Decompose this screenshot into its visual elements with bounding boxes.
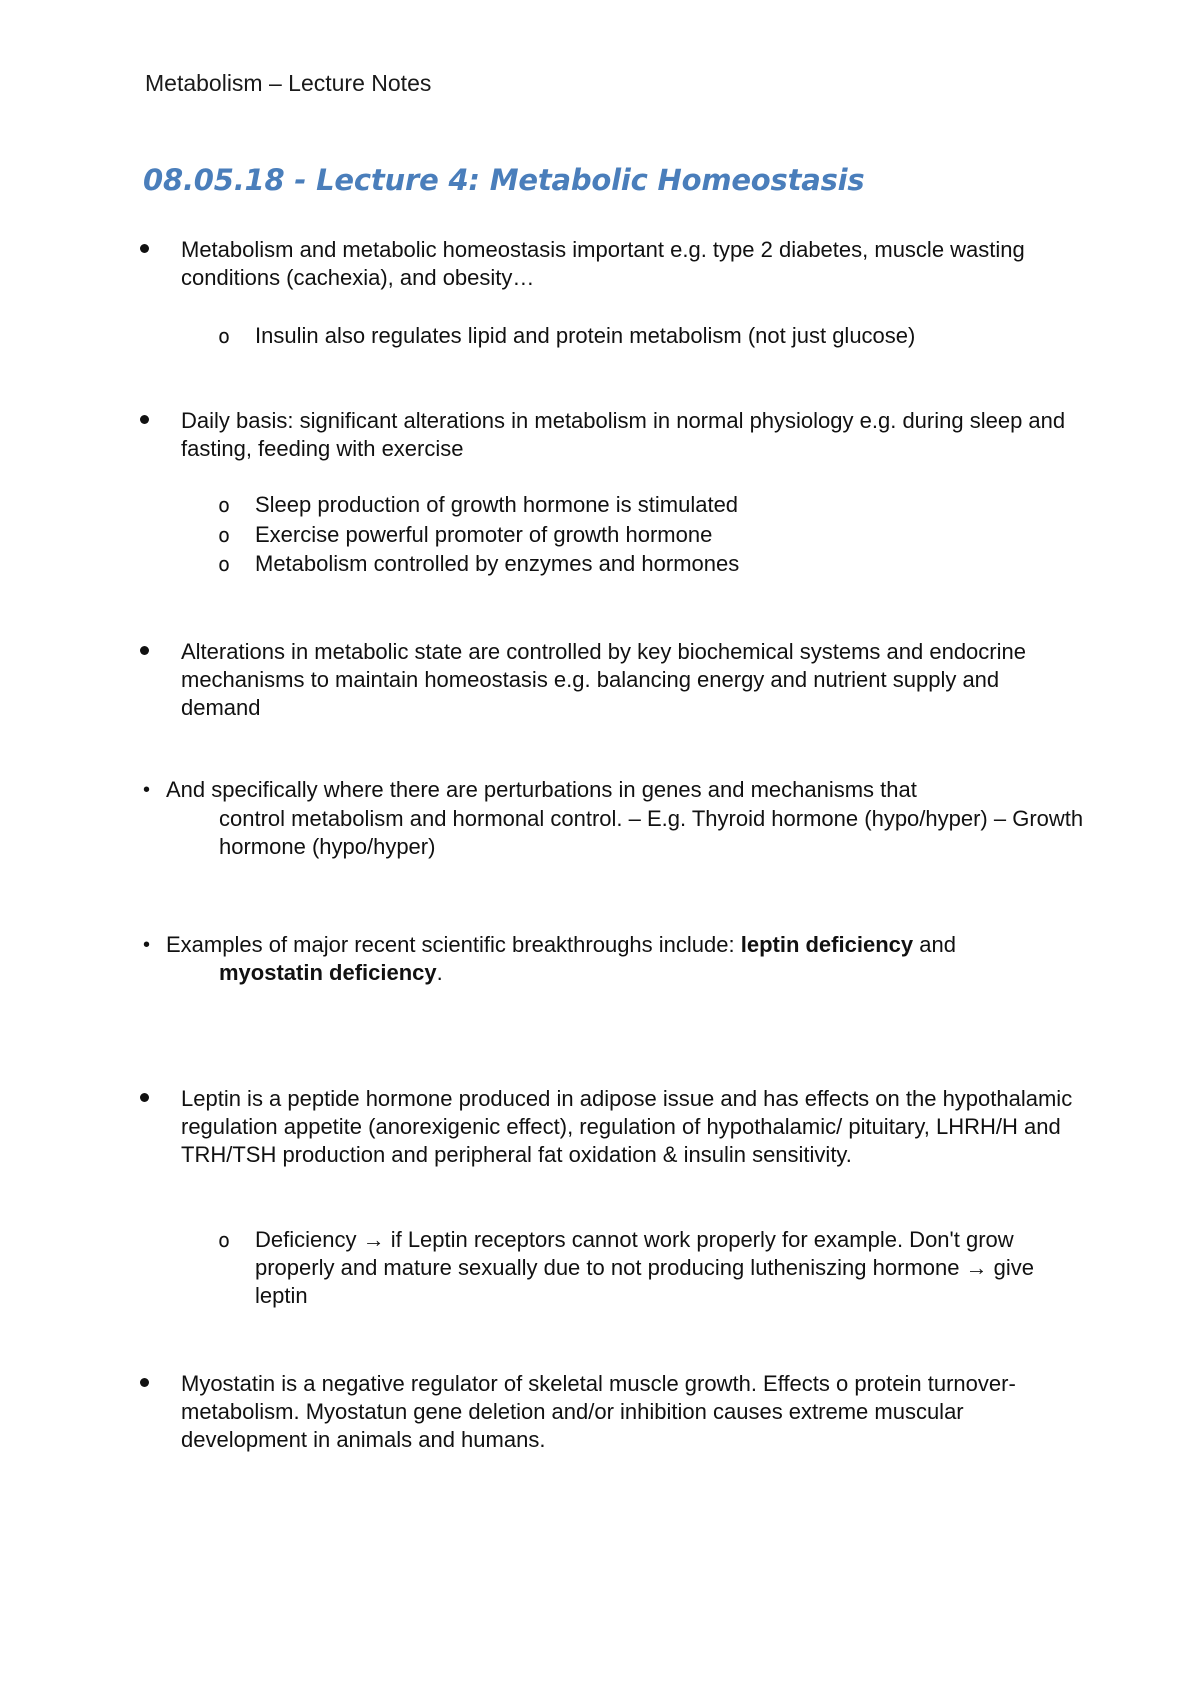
small-bullet-marker: • bbox=[143, 934, 151, 956]
sub-bullet-marker: o bbox=[218, 1228, 231, 1252]
sub-bullet-marker: o bbox=[218, 552, 231, 576]
sub-bullet-marker: o bbox=[218, 324, 231, 348]
bullet-text: Leptin is a peptide hormone produced in adipose issue and has effects on the hypothalamic regulation appetite (anorexigenic effect), regulation of hypothalamic/ pituitary, LHRH/H and TRH/TSH production and peripheral fat oxidation & insulin sensitivity. bbox=[181, 1086, 1073, 1167]
text-run: Examples of major recent scientific breakthroughs include: bbox=[166, 932, 741, 957]
bullet-dot-icon bbox=[140, 415, 149, 424]
text-run: Deficiency bbox=[255, 1227, 363, 1252]
text-run: give leptin bbox=[255, 1255, 1035, 1308]
bullet-text: Alterations in metabolic state are controlled by key biochemical systems and endocrine mechanisms to maintain homeostasis e.g. balancing energy and nutrient supply and demand bbox=[181, 639, 1026, 720]
bullet-dot-icon bbox=[140, 244, 149, 253]
text-run: and bbox=[913, 932, 956, 957]
sub-bullet-text bbox=[255, 1226, 1075, 1310]
bold-term-myostatin-deficiency: myostatin deficiency bbox=[219, 960, 437, 985]
right-arrow-icon: → bbox=[965, 1255, 988, 1280]
small-bullet-first-line: And specifically where there are perturbations in genes and mechanisms that bbox=[166, 777, 917, 802]
sub-bullet-text: Exercise powerful promoter of growth hormone bbox=[255, 522, 713, 547]
bullet-text: Myostatin is a negative regulator of skeletal muscle growth. Effects o protein turnover-metabolism. Myostatun gene deletion and/or inhibition causes extreme muscular development in animals and humans. bbox=[181, 1371, 1016, 1452]
bullet-dot-icon bbox=[140, 1093, 149, 1102]
right-arrow-icon: → bbox=[362, 1227, 385, 1252]
sub-bullet-marker: o bbox=[218, 493, 231, 517]
sub-bullet-marker: o bbox=[218, 523, 231, 547]
small-bullet-first-line bbox=[166, 931, 1126, 959]
small-bullet-continuation: control metabolism and hormonal control. – E.g. Thyroid hormone (hypo/hyper) – Growth hormone (hypo/hyper) bbox=[219, 806, 1084, 859]
sub-bullet-text: Metabolism controlled by enzymes and hormones bbox=[255, 551, 740, 576]
running-header: Metabolism – Lecture Notes bbox=[145, 70, 432, 96]
lecture-title: 08.05.18 - Lecture 4: Metabolic Homeostasis bbox=[143, 163, 865, 197]
text-run: if Leptin receptors cannot work properly for example. Don't grow properly and mature sexually due to not producing lutheniszing hormone bbox=[255, 1227, 1014, 1280]
small-bullet-marker: • bbox=[143, 779, 151, 801]
bullet-dot-icon bbox=[140, 1378, 149, 1387]
sub-bullet-text: Insulin also regulates lipid and protein metabolism (not just glucose) bbox=[255, 323, 916, 348]
text-run: . bbox=[436, 960, 443, 985]
bold-term-leptin-deficiency: leptin deficiency bbox=[740, 932, 914, 957]
bullet-dot-icon bbox=[140, 646, 149, 655]
bullet-text: Daily basis: significant alterations in metabolism in normal physiology e.g. during sleep and fasting, feeding with exercise bbox=[181, 408, 1066, 461]
small-bullet-continuation bbox=[219, 959, 1119, 987]
bullet-text: Metabolism and metabolic homeostasis important e.g. type 2 diabetes, muscle wasting conditions (cachexia), and obesity… bbox=[181, 237, 1025, 290]
sub-bullet-text: Sleep production of growth hormone is stimulated bbox=[255, 492, 739, 517]
